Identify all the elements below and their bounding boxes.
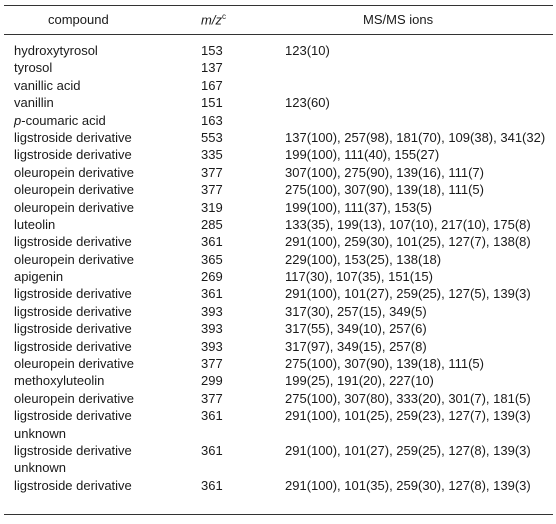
table-row [0,320,556,337]
cell-compound-text: apigenin [14,269,64,285]
cell-compound [14,355,134,372]
cell-compound [14,164,134,181]
header-mz-text: m/z [201,12,222,28]
cell-compound [14,129,132,146]
table-body [0,42,556,494]
table-row [0,268,556,285]
cell-compound-text: tyrosol [14,60,53,76]
cell-ions: 317(55), 349(10), 257(6) [285,321,427,337]
cell-ions: 307(100), 275(90), 139(16), 111(7) [285,164,484,180]
cell-mz: 361 [201,477,223,493]
cell-compound [14,59,52,76]
cell-mz: 377 [201,182,223,198]
cell-mz: 553 [201,129,223,145]
cell-compound-text: ligstroside derivative [14,129,132,145]
cell-ions: 317(30), 257(15), 349(5) [285,303,427,319]
cell-ions: 123(60) [285,95,330,111]
cell-ions: 291(100), 101(27), 259(25), 127(5), 139(3) [285,286,531,302]
cell-compound-text: ligstroside derivative [14,303,132,319]
table-row [0,285,556,302]
cell-compound-line2: unknown [14,460,67,476]
cell-compound [14,320,132,337]
cell-ions: 275(100), 307(90), 139(18), 111(5) [285,356,484,372]
table-row [0,442,556,477]
cell-ions: 199(100), 111(40), 155(27) [285,147,440,163]
cell-mz: 285 [201,216,223,232]
cell-ions: 275(100), 307(80), 333(20), 301(7), 181(5) [285,390,531,406]
table-row [0,94,556,111]
table-row [0,181,556,198]
table-row [0,129,556,146]
cell-mz: 361 [201,286,223,302]
table-row [0,216,556,233]
cell-compound [14,372,104,389]
cell-compound-text: methoxyluteolin [14,373,105,389]
cell-compound-text: luteolin [14,216,56,232]
cell-mz: 365 [201,251,223,267]
cell-compound-text: ligstroside derivative [14,408,132,424]
table-top-rule [4,5,553,6]
cell-compound-text: oleuropein derivative [14,356,134,372]
cell-compound-text: -coumaric acid [21,112,106,128]
table-row [0,77,556,94]
table-bottom-rule [4,514,553,515]
table-row [0,164,556,181]
cell-ions: 199(25), 191(20), 227(10) [285,373,434,389]
cell-ions: 199(100), 111(37), 153(5) [285,199,432,215]
table-row [0,338,556,355]
cell-compound [14,442,132,477]
cell-compound-text: vanillin [14,95,54,111]
cell-compound-text: oleuropein derivative [14,182,134,198]
header-mz-sup: c [221,12,226,21]
header-mz [201,12,226,27]
cell-compound [14,407,132,442]
table-header-rule [4,34,553,35]
cell-ions: 229(100), 153(25), 138(18) [285,251,442,267]
cell-compound [14,233,132,250]
cell-compound [14,216,55,233]
cell-compound-text: oleuropein derivative [14,390,134,406]
cell-mz: 163 [201,112,223,128]
cell-compound-line2: unknown [14,425,67,441]
cell-compound [14,390,134,407]
cell-compound [14,181,134,198]
cell-mz: 167 [201,77,223,93]
cell-compound [14,94,54,111]
cell-compound [14,199,134,216]
cell-compound-text: ligstroside derivative [14,477,132,493]
table-row [0,407,556,442]
table-row [0,42,556,59]
table-row [0,59,556,76]
cell-mz: 393 [201,338,223,354]
cell-compound [14,285,132,302]
cell-mz: 335 [201,147,223,163]
table-row [0,233,556,250]
cell-ions: 291(100), 101(25), 259(23), 127(7), 139(3) [285,408,531,424]
cell-mz: 361 [201,234,223,250]
cell-mz: 319 [201,199,223,215]
cell-compound-text: ligstroside derivative [14,321,132,337]
table-row [0,303,556,320]
table-row [0,355,556,372]
header-ions: MS/MS ions [363,12,434,27]
cell-compound-text: ligstroside derivative [14,338,132,354]
header-compound: compound [48,12,109,27]
cell-mz: 153 [201,43,223,58]
cell-compound-text: ligstroside derivative [14,443,132,458]
cell-mz: 361 [201,408,223,424]
table-row [0,112,556,129]
cell-ions: 133(35), 199(13), 107(10), 217(10), 175(8) [285,216,531,232]
cell-ions: 275(100), 307(90), 139(18), 111(5) [285,182,484,198]
cell-mz: 361 [201,443,223,458]
table-row [0,477,556,494]
table-row [0,372,556,389]
cell-mz: 151 [201,95,223,111]
cell-compound [14,303,132,320]
cell-ions: 137(100), 257(98), 181(70), 109(38), 341(32) [285,129,546,145]
cell-compound [14,251,134,268]
cell-mz: 393 [201,321,223,337]
cell-compound-text: oleuropein derivative [14,251,134,267]
cell-compound-prefix: p [14,112,22,128]
table-row [0,199,556,216]
cell-compound-text: ligstroside derivative [14,147,132,163]
cell-mz: 137 [201,60,223,76]
cell-compound [14,477,132,494]
cell-mz: 393 [201,303,223,319]
cell-compound [14,42,98,59]
cell-mz: 299 [201,373,223,389]
cell-mz: 377 [201,390,223,406]
cell-compound-text: oleuropein derivative [14,199,134,215]
cell-mz: 377 [201,356,223,372]
cell-mz: 269 [201,269,223,285]
cell-ions: 317(97), 349(15), 257(8) [285,338,427,354]
cell-ions: 123(10) [285,43,330,58]
cell-compound-text: oleuropein derivative [14,164,134,180]
table-row [0,146,556,163]
cell-ions: 291(100), 101(27), 259(25), 127(8), 139(3) [285,443,531,458]
cell-ions: 117(30), 107(35), 151(15) [285,269,433,285]
cell-ions: 291(100), 101(35), 259(30), 127(8), 139(3) [285,477,531,493]
cell-compound-text: ligstroside derivative [14,286,132,302]
cell-compound-text: hydroxytyrosol [14,43,98,58]
cell-compound [14,338,132,355]
cell-compound [14,112,106,129]
cell-compound [14,146,132,163]
cell-compound-text: ligstroside derivative [14,234,132,250]
table-row [0,251,556,268]
cell-compound-text: vanillic acid [14,77,81,93]
cell-compound [14,268,63,285]
table-row [0,390,556,407]
cell-mz: 377 [201,164,223,180]
cell-ions: 291(100), 259(30), 101(25), 127(7), 138(8) [285,234,531,250]
cell-compound [14,77,80,94]
table-header [0,12,556,30]
